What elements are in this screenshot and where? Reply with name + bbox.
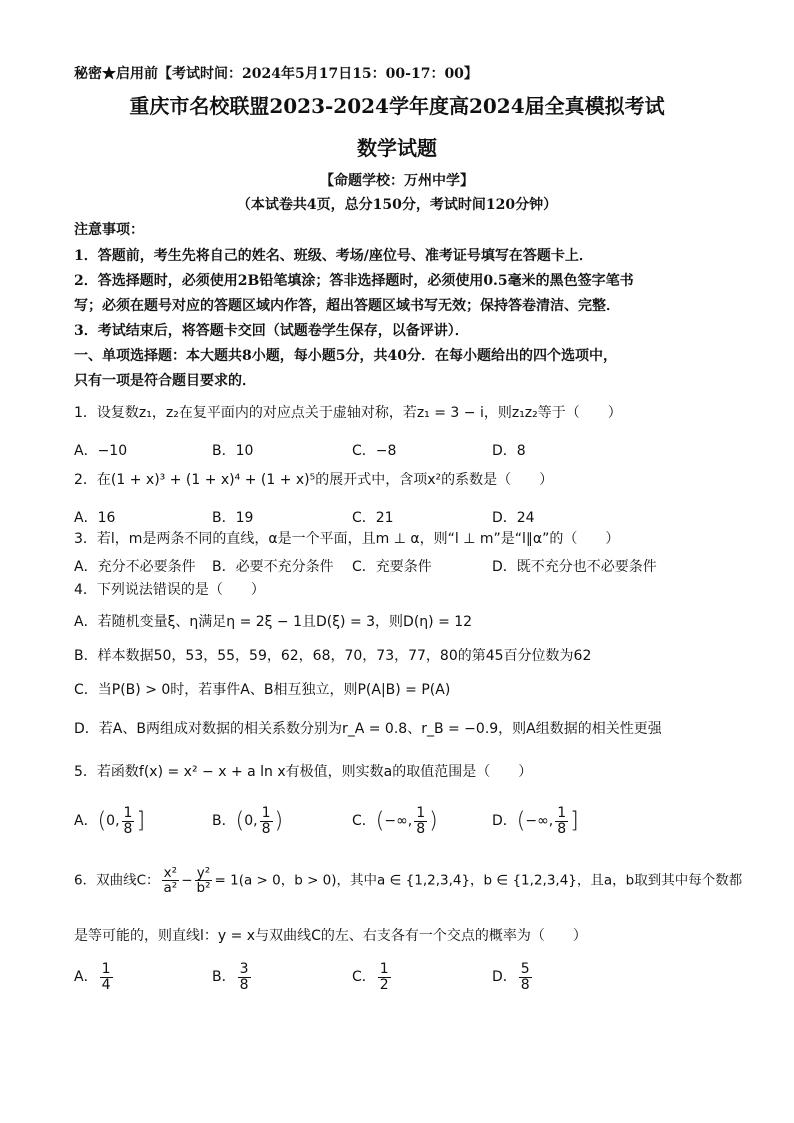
exam-title: 重庆市名校联盟2023-2024学年度高2024届全真模拟考试 [129,94,665,118]
note-1: 1．答题前，考生先将自己的姓名、班级、考场/座位号、准考证号填写在答题卡上． [74,248,593,264]
q4-stem: 4．下列说法错误的是（ ） [74,582,265,598]
section-1-intro-b: 只有一项是符合题目要求的． [74,373,256,389]
q6-stem-line1: 6．双曲线C： $\frac{\text{x²}}{\text{a²}}$ − $\frac{\text{y²}}{\text{b²}}$ = 1(a > 0，b > 0)，其中a ∈ {1,2,3,4}，b ∈ {1,2,3,4}，且a，b取到其中每个数都 [74,865,743,897]
q5-options [74,806,754,846]
section-1-intro-a: 一、单项选择题：本大题共8小题，每小题5分，共40分．在每小题给出的四个选项中， [74,348,617,364]
q1-stem: 1．设复数z₁，z₂在复平面内的对应点关于虚轴对称，若z₁ = 3 − i，则z₁z₂等于（ ） [74,405,622,421]
q4-option-d: D．若A、B两组成对数据的相关系数分别为r_A = 0.8、r_B = −0.9，则A组数据的相关性更强 [74,721,662,737]
q6-options [74,962,754,1002]
q5-option-c: C．(−∞, $\frac{1}{8}$ ) [352,805,438,837]
q3-stem: 3．若l，m是两条不同的直线，α是一个平面，且m ⊥ α，则“l ⊥ m”是“l∥α”的（ ） [74,531,620,547]
q2-option-c: C．21 [352,510,394,526]
q3-option-c: C．充要条件 [352,559,432,575]
q2-stem: 2．在(1 + x)³ + (1 + x)⁴ + (1 + x)⁵的展开式中，含项x²的系数是（ ） [74,472,554,488]
q6-option-c: C． $\frac{1}{2}$ [352,961,389,993]
q5-stem: 5．若函数f(x) = x² − x + a ln x有极值，则实数a的取值范围是（ ） [74,764,533,780]
q5-option-a: A．(0, $\frac{1}{8}$ ] [74,805,146,837]
q3-option-d: D．既不充分也不必要条件 [492,559,657,575]
note-2a: 2．答选择题时，必须使用2B铅笔填涂；答非选择题时，必须使用0.5毫米的黑色签字笔书 [74,273,634,289]
q5-option-d: D．(−∞, $\frac{1}{8}$ ] [492,805,579,837]
q6-option-b: B． $\frac{3}{8}$ [212,961,249,993]
exam-subtitle: 数学试题 [357,136,437,160]
q2-option-a: A．16 [74,510,116,526]
q2-option-b: B．19 [212,510,254,526]
q6-option-d: D． $\frac{5}{8}$ [492,961,530,993]
note-3: 3．考试结束后，将答题卡交回（试题卷学生保存，以备评讲）． [74,323,469,339]
q1-option-d: D．8 [492,443,526,459]
q2-option-d: D．24 [492,510,535,526]
q6-stem-line2: 是等可能的，则直线l：y = x与双曲线C的左、右支各有一个交点的概率为（ ） [74,928,587,944]
q3-option-a: A．充分不必要条件 [74,559,196,575]
q1-option-a: A．−10 [74,443,128,459]
q3-option-b: B．必要不充分条件 [212,559,334,575]
confidential-header: 秘密★启用前【考试时间：2024年5月17日15：00-17：00】 [74,66,478,82]
setter-school: 【命题学校：万州中学】 [320,173,474,189]
q5-option-b: B．(0, $\frac{1}{8}$ ) [212,805,284,837]
note-2b: 写；必须在题号对应的答题区域内作答，超出答题区域书写无效；保持答卷清洁、完整． [74,298,620,314]
q4-option-a: A．若随机变量ξ、η满足η = 2ξ − 1且D(ξ) = 3，则D(η) = 12 [74,614,473,630]
q1-option-c: C．−8 [352,443,397,459]
q4-option-c: C．当P(B) > 0时，若事件A、B相互独立，则P(A|B) = P(A) [74,682,451,698]
exam-info: （本试卷共4页，总分150分，考试时间120分钟） [236,197,558,213]
notes-heading: 注意事项： [74,222,144,238]
q6-option-a: A． $\frac{1}{4}$ [74,961,111,993]
q1-option-b: B．10 [212,443,254,459]
q4-option-b: B．样本数据50，53，55，59，62，68，70，73，77，80的第45百分位数为62 [74,648,592,664]
